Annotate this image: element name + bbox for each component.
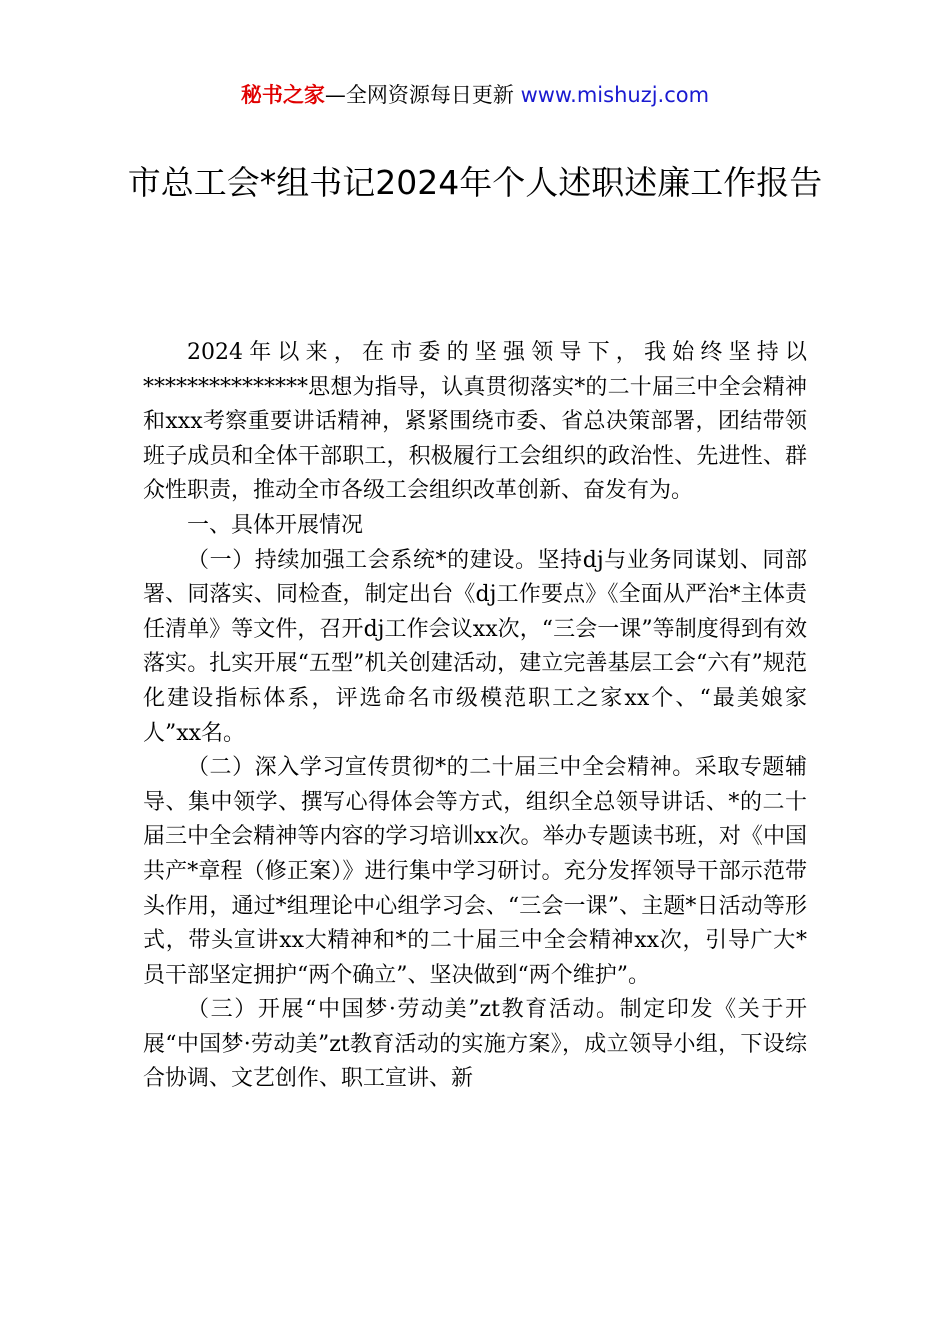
site-name: 秘书之家 <box>240 83 325 107</box>
paragraph-intro: 2024年以来，在市委的坚强领导下，我始终坚持以***************思想为指导，认真贯彻落实*的二十届三中全会精神和xxx考察重要讲话精神，紧紧围绕市委、省总决策部署，团结带领班子成员和全体干部职工，积极履行工会组织的政治性、先进性、群众性职责，推动全市各级工会组织改革创新、奋发有为。 <box>143 340 807 504</box>
paragraph-item-1: （一）持续加强工会系统*的建设。坚持dj与业务同谋划、同部署、同落实、同检查，制定出台《dj工作要点》《全面从严治*主体责任清单》等文件，召开dj工作会议xx次，“三会一课”等制度得到有效落实。扎实开展“五型”机关创建活动，建立完善基层工会“六有”规范化建设指标体系，评选命名市级模范职工之家xx个、“最美娘家人”xx名。 <box>143 547 808 746</box>
site-tagline: —全网资源每日更新 <box>324 83 521 107</box>
site-url-link[interactable]: www.mishuzj.com <box>520 83 710 107</box>
section-heading: 一、具体开展情况 <box>187 512 364 538</box>
paragraph-item-3: （三）开展“中国梦·劳动美”zt教育活动。制定印发《关于开展“中国梦·劳动美”zt教育活动的实施方案》，成立领导小组，下设综合协调、文艺创作、职工宣讲、新 <box>143 997 807 1092</box>
site-header <box>0 80 950 110</box>
paragraph-item-2: （二）深入学习宣传贯彻*的二十届三中全会精神。采取专题辅导、集中领学、撰写心得体会等方式，组织全总领导讲话、*的二十届三中全会精神等内容的学习培训xx次。举办专题读书班，对《中国共产*章程（修正案）》进行集中学习研讨。充分发挥领导干部示范带头作用，通过*组理论中心组学习会、“三会一课”、主题*日活动等形式，带头宣讲xx大精神和*的二十届三中全会精神xx次，引导广大*员干部坚定拥护“两个确立”、坚决做到“两个维护”。 <box>143 755 807 988</box>
document-title: 市总工会*组书记2024年个人述职述廉工作报告 <box>127 163 823 202</box>
document-body <box>143 336 807 1097</box>
